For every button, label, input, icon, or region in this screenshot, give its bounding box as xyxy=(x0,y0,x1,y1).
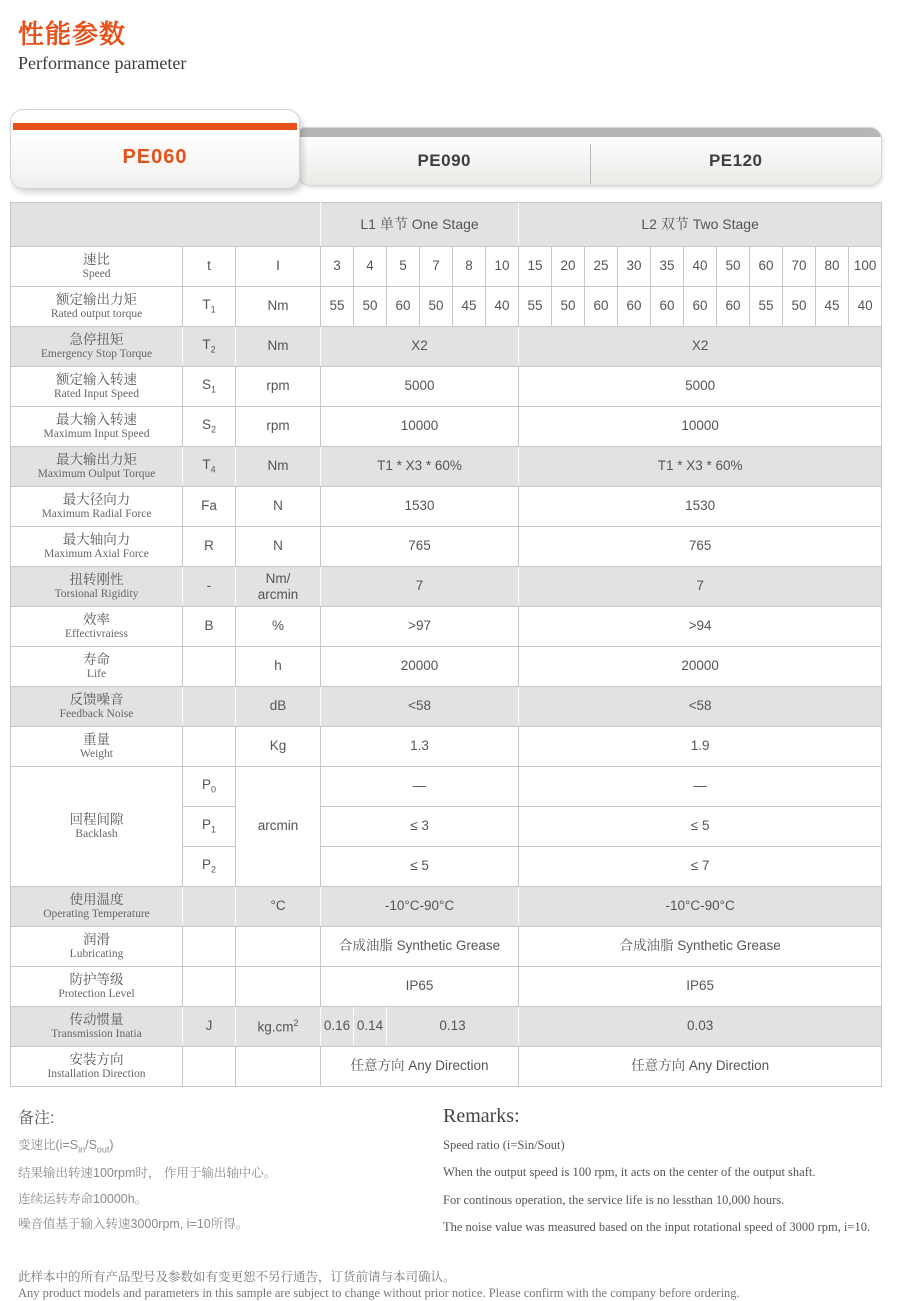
row-protection-level xyxy=(11,967,882,1007)
value-cell-l1: ≤ 3 xyxy=(321,807,519,847)
symbol-cell: Fa xyxy=(183,487,236,527)
unit-cell: arcmin xyxy=(236,767,321,887)
value-cell: 8 xyxy=(453,247,486,287)
value-cell: 55 xyxy=(750,287,783,327)
remarks-zh-line2: 结果输出转速100rpm时， 作用于输出轴中心。 xyxy=(18,1165,277,1180)
remarks-zh-line4: 噪音值基于输入转速3000rpm, i=10所得。 xyxy=(18,1217,249,1232)
value-cell: 25 xyxy=(585,247,618,287)
unit-cell: I xyxy=(236,247,321,287)
remarks-en-title: Remarks: xyxy=(443,1105,520,1127)
symbol-cell xyxy=(183,727,236,767)
symbol-cell xyxy=(183,1047,236,1087)
unit-cell: h xyxy=(236,647,321,687)
row-torsional-rigidity xyxy=(11,567,882,607)
row-label: 最大输出力矩 Maximum Oulput Torque xyxy=(11,447,183,487)
value-cell: 50 xyxy=(420,287,453,327)
value-cell-l2: >94 xyxy=(519,607,882,647)
row-label: 回程间隙 Backlash xyxy=(11,767,183,887)
disclaimer-en: Any product models and parameters in this sample are subject to change without prior notice. Please confirm with the company before ordering. xyxy=(18,1285,740,1300)
row-label: 最大径向力 Maximum Radial Force xyxy=(11,487,183,527)
row-label: 传动惯量 Transmission Inatia xyxy=(11,1007,183,1047)
row-rated-input-speed xyxy=(11,367,882,407)
row-emergency-stop-torque xyxy=(11,327,882,367)
remarks-zh xyxy=(18,1105,443,1246)
symbol-cell: J xyxy=(183,1007,236,1047)
symbol-cell xyxy=(183,967,236,1007)
row-operating-temperature xyxy=(11,887,882,927)
symbol-cell xyxy=(183,927,236,967)
tab-pe060-active[interactable] xyxy=(10,109,300,189)
row-label: 使用温度 Operating Temperature xyxy=(11,887,183,927)
row-max-input-speed xyxy=(11,407,882,447)
unit-cell: dB xyxy=(236,687,321,727)
row-label: 防护等级 Protection Level xyxy=(11,967,183,1007)
remarks-en-line3: For continous operation, the service life is no lessthan 10,000 hours. xyxy=(443,1192,785,1207)
unit-cell: Nm/ arcmin xyxy=(236,567,321,607)
remarks-zh-line3: 连续运转寿命10000h。 xyxy=(18,1191,148,1206)
value-cell-l2: 1530 xyxy=(519,487,882,527)
tab-pe060-label: PE060 xyxy=(122,146,188,168)
row-label: 最大轴向力 Maximum Axial Force xyxy=(11,527,183,567)
value-cell-l1: >97 xyxy=(321,607,519,647)
row-label: 润滑 Lubricating xyxy=(11,927,183,967)
remarks-en-line1: Speed ratio (i=Sin/Sout) xyxy=(443,1138,565,1152)
header-empty-cell xyxy=(11,203,321,247)
row-label: 额定输出力矩 Rated output torque xyxy=(11,287,183,327)
value-cell: 40 xyxy=(684,247,717,287)
symbol-cell: R xyxy=(183,527,236,567)
symbol-cell: $S_1$ xyxy=(183,367,236,407)
value-cell: 20 xyxy=(552,247,585,287)
tab-pe090[interactable]: PE090 xyxy=(417,151,472,170)
value-cell-l2: 合成油脂 Synthetic Grease xyxy=(519,927,882,967)
value-cell-l2: -10°C-90°C xyxy=(519,887,882,927)
row-rated-output-torque xyxy=(11,287,882,327)
value-cell: 60 xyxy=(651,287,684,327)
value-cell-l2: T1 * X3 * 60% xyxy=(519,447,882,487)
value-cell-l1: 1530 xyxy=(321,487,519,527)
row-weight xyxy=(11,727,882,767)
value-cell: 50 xyxy=(783,287,816,327)
value-cell: 5 xyxy=(387,247,420,287)
value-cell-l1: ≤ 5 xyxy=(321,847,519,887)
row-label: 扭转刚性 Torsional Rigidity xyxy=(11,567,183,607)
value-cell-l2: 7 xyxy=(519,567,882,607)
row-efficiency xyxy=(11,607,882,647)
value-cell: 60 xyxy=(750,247,783,287)
value-cell: 45 xyxy=(453,287,486,327)
symbol-cell: $S_2$ xyxy=(183,407,236,447)
value-cell: 0.14 xyxy=(354,1007,387,1047)
row-life xyxy=(11,647,882,687)
value-cell-l2: 20000 xyxy=(519,647,882,687)
remarks-zh-line1: 变速比$(i=S_{in}/S_{out})$ xyxy=(18,1138,114,1155)
value-cell: 40 xyxy=(486,287,519,327)
symbol-cell: $P_0$ xyxy=(183,767,236,807)
symbol-cell xyxy=(183,687,236,727)
page-title-en: Performance parameter xyxy=(18,53,187,73)
value-cell-l2: 10000 xyxy=(519,407,882,447)
row-lubricating xyxy=(11,927,882,967)
unit-cell: $kg.cm^2$ xyxy=(236,1007,321,1047)
row-speed-ratio xyxy=(11,247,882,287)
value-cell: 50 xyxy=(717,247,750,287)
disclaimer xyxy=(10,1270,882,1301)
value-cell: 50 xyxy=(552,287,585,327)
value-cell-l2: — xyxy=(519,767,882,807)
unit-cell: % xyxy=(236,607,321,647)
value-cell: 7 xyxy=(420,247,453,287)
value-cell: 60 xyxy=(387,287,420,327)
symbol-cell: $T_1$ xyxy=(183,287,236,327)
value-cell: 4 xyxy=(354,247,387,287)
product-model-tabs xyxy=(10,109,882,189)
value-cell: 80 xyxy=(816,247,849,287)
row-max-output-torque xyxy=(11,447,882,487)
value-cell-l2: 5000 xyxy=(519,367,882,407)
value-cell: 70 xyxy=(783,247,816,287)
unit-cell xyxy=(236,967,321,1007)
value-cell-l2: X2 xyxy=(519,327,882,367)
value-cell: 10 xyxy=(486,247,519,287)
symbol-cell xyxy=(183,647,236,687)
row-max-axial-force xyxy=(11,527,882,567)
value-cell-l1: 任意方向 Any Direction xyxy=(321,1047,519,1087)
value-cell: 55 xyxy=(519,287,552,327)
row-max-radial-force xyxy=(11,487,882,527)
row-feedback-noise xyxy=(11,687,882,727)
page-title-zh: 性能参数 xyxy=(18,19,127,49)
value-cell-l1: <58 xyxy=(321,687,519,727)
value-cell-l1: — xyxy=(321,767,519,807)
value-cell-l2: 765 xyxy=(519,527,882,567)
value-cell-l1: 10000 xyxy=(321,407,519,447)
remarks-section xyxy=(10,1105,882,1246)
value-cell: 60 xyxy=(717,287,750,327)
value-cell: 3 xyxy=(321,247,354,287)
value-cell-l1: T1 * X3 * 60% xyxy=(321,447,519,487)
unit-cell: rpm xyxy=(236,367,321,407)
value-cell: 55 xyxy=(321,287,354,327)
row-label: 效率 Effectivraiess xyxy=(11,607,183,647)
unit-cell: °C xyxy=(236,887,321,927)
value-cell-l1: IP65 xyxy=(321,967,519,1007)
unit-cell: Nm xyxy=(236,447,321,487)
symbol-cell: $T_2$ xyxy=(183,327,236,367)
value-cell-l1: 20000 xyxy=(321,647,519,687)
symbol-cell xyxy=(183,887,236,927)
value-cell-l2: ≤ 5 xyxy=(519,807,882,847)
value-cell-l1: X2 xyxy=(321,327,519,367)
unit-cell: rpm xyxy=(236,407,321,447)
symbol-cell: t xyxy=(183,247,236,287)
value-cell-l1: 1.3 xyxy=(321,727,519,767)
symbol-cell: $T_4$ xyxy=(183,447,236,487)
value-cell-l1: -10°C-90°C xyxy=(321,887,519,927)
row-label: 急停扭矩 Emergency Stop Torque xyxy=(11,327,183,367)
unit-cell: Nm xyxy=(236,327,321,367)
row-label: 速比 Speed xyxy=(11,247,183,287)
value-cell-l2: 0.03 xyxy=(519,1007,882,1047)
unit-cell: Kg xyxy=(236,727,321,767)
value-cell: 60 xyxy=(585,287,618,327)
value-cell-l1: 7 xyxy=(321,567,519,607)
unit-cell: N xyxy=(236,527,321,567)
symbol-cell: $P_2$ xyxy=(183,847,236,887)
performance-parameter-table xyxy=(10,202,882,1087)
value-cell: 45 xyxy=(816,287,849,327)
row-installation-direction xyxy=(11,1047,882,1087)
inactive-tab-top-strip xyxy=(299,128,881,137)
symbol-cell: - xyxy=(183,567,236,607)
row-label: 反馈噪音 Feedback Noise xyxy=(11,687,183,727)
unit-cell: N xyxy=(236,487,321,527)
row-label: 寿命 Life xyxy=(11,647,183,687)
value-cell: 0.16 xyxy=(321,1007,354,1047)
value-cell-l1: 合成油脂 Synthetic Grease xyxy=(321,927,519,967)
value-cell: 40 xyxy=(849,287,882,327)
disclaimer-zh: 此样本中的所有产品型号及参数如有变更恕不另行通告，订货前请与本司确认。 xyxy=(18,1270,456,1284)
value-cell-l1: 765 xyxy=(321,527,519,567)
value-cell: 60 xyxy=(684,287,717,327)
value-cell: 15 xyxy=(519,247,552,287)
symbol-cell: B xyxy=(183,607,236,647)
value-cell-l2: <58 xyxy=(519,687,882,727)
value-cell-l1: 5000 xyxy=(321,367,519,407)
row-label: 最大输入转速 Maximum Input Speed xyxy=(11,407,183,447)
value-cell-l2: 任意方向 Any Direction xyxy=(519,1047,882,1087)
value-cell-l2: 1.9 xyxy=(519,727,882,767)
value-cell: 30 xyxy=(618,247,651,287)
row-label: 额定输入转速 Rated Input Speed xyxy=(11,367,183,407)
tab-pe120[interactable]: PE120 xyxy=(708,151,763,170)
symbol-cell: $P_1$ xyxy=(183,807,236,847)
remarks-zh-title: 备注: xyxy=(18,1110,55,1127)
unit-cell: Nm xyxy=(236,287,321,327)
remarks-en xyxy=(443,1105,882,1246)
row-label: 安装方向 Installation Direction xyxy=(11,1047,183,1087)
value-cell-l2: ≤ 7 xyxy=(519,847,882,887)
value-cell: 35 xyxy=(651,247,684,287)
value-cell: 60 xyxy=(618,287,651,327)
table-header-row xyxy=(11,203,882,247)
active-tab-accent-strip xyxy=(13,123,297,130)
header-l1-one-stage: L1 单节 One Stage xyxy=(321,203,519,247)
remarks-en-line2: When the output speed is 100 rpm, it acts on the center of the output shaft. xyxy=(443,1165,816,1180)
inactive-tab-bar xyxy=(298,127,882,186)
unit-cell xyxy=(236,1047,321,1087)
row-backlash-p0 xyxy=(11,767,882,807)
unit-cell xyxy=(236,927,321,967)
header-l2-two-stage: L2 双节 Two Stage xyxy=(519,203,882,247)
value-cell: 100 xyxy=(849,247,882,287)
value-cell: 50 xyxy=(354,287,387,327)
remarks-en-line4: The noise value was measured based on the input rotational speed of 3000 rpm, i=10. xyxy=(443,1219,871,1234)
row-transmission-inertia xyxy=(11,1007,882,1047)
value-cell-l2: IP65 xyxy=(519,967,882,1007)
row-label: 重量 Weight xyxy=(11,727,183,767)
value-cell: 0.13 xyxy=(387,1007,519,1047)
